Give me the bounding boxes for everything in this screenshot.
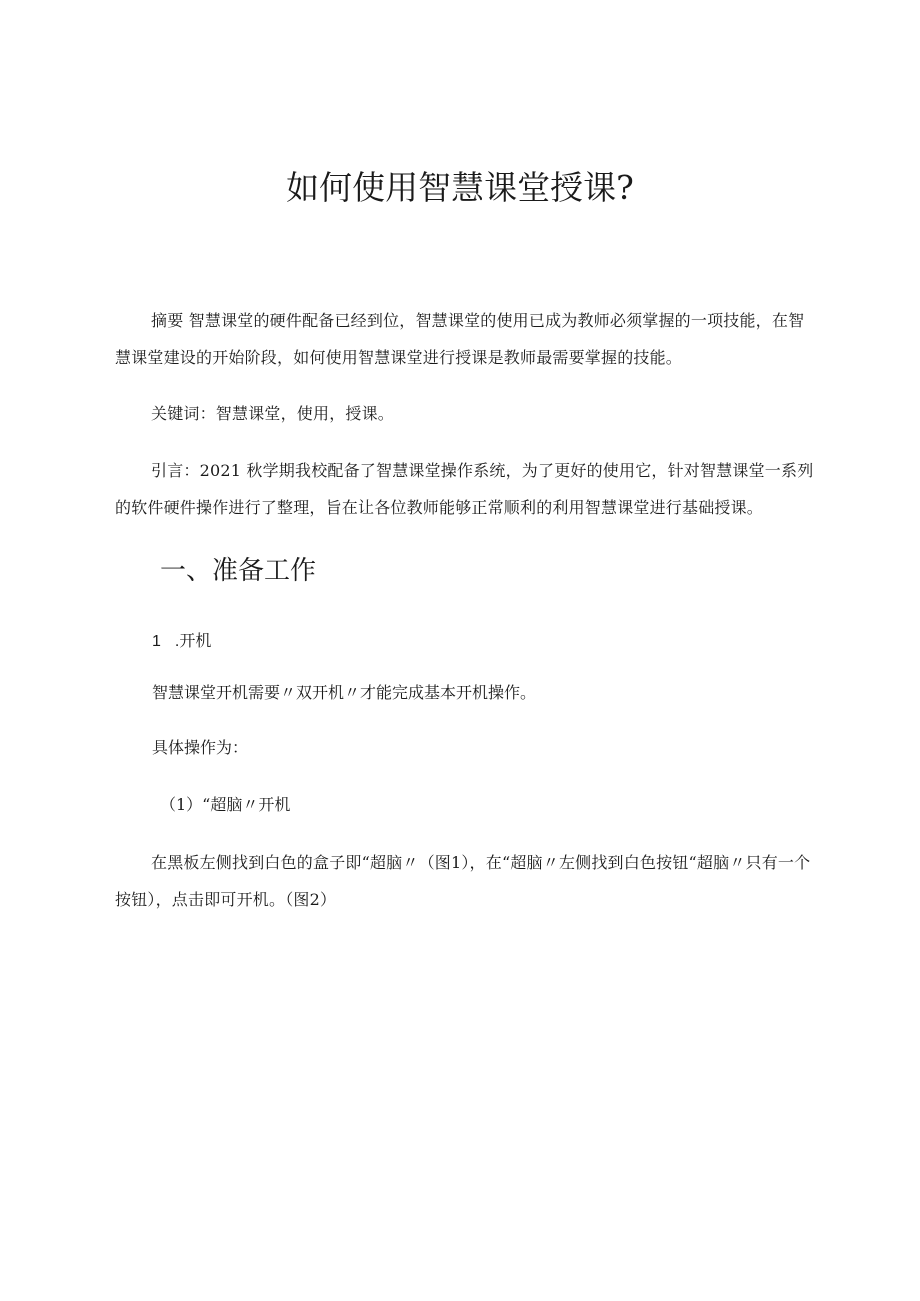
item-label: .开机 bbox=[174, 633, 212, 650]
steps-paragraph: 在黑板左侧找到白色的盒子即“超脑〃（图1），在“超脑〃左侧找到白色按钮“超脑〃只有一个按钮），点击即可开机。（图2） bbox=[115, 853, 811, 909]
abstract-paragraph: 摘要 智慧课堂的硬件配备已经到位，智慧课堂的使用已成为教师必须掌握的一项技能，在智慧课堂建设的开始阶段，如何使用智慧课堂进行授课是教师最需要掌握的技能。 bbox=[115, 311, 805, 367]
section-heading-preparation: 一、准备工作 bbox=[160, 556, 317, 586]
operations-label: 具体操作为： bbox=[152, 738, 249, 757]
sub-item-superbrain-power-on: （1）“超脑〃开机 bbox=[160, 795, 291, 814]
keywords-paragraph: 关键词：智慧课堂，使用，授课。 bbox=[151, 404, 395, 423]
power-on-description: 智慧课堂开机需要〃双开机〃才能完成基本开机操作。 bbox=[152, 683, 537, 702]
item-number: 1 bbox=[152, 633, 161, 650]
item-power-on-heading bbox=[152, 628, 211, 651]
intro-paragraph: 引言：2021 秋学期我校配备了智慧课堂操作系统，为了更好的使用它，针对智慧课堂一系列的软件硬件操作进行了整理，旨在让各位教师能够正常顺利的利用智慧课堂进行基础授课。 bbox=[115, 461, 814, 517]
document-title: 如何使用智慧课堂授课? bbox=[286, 168, 634, 207]
